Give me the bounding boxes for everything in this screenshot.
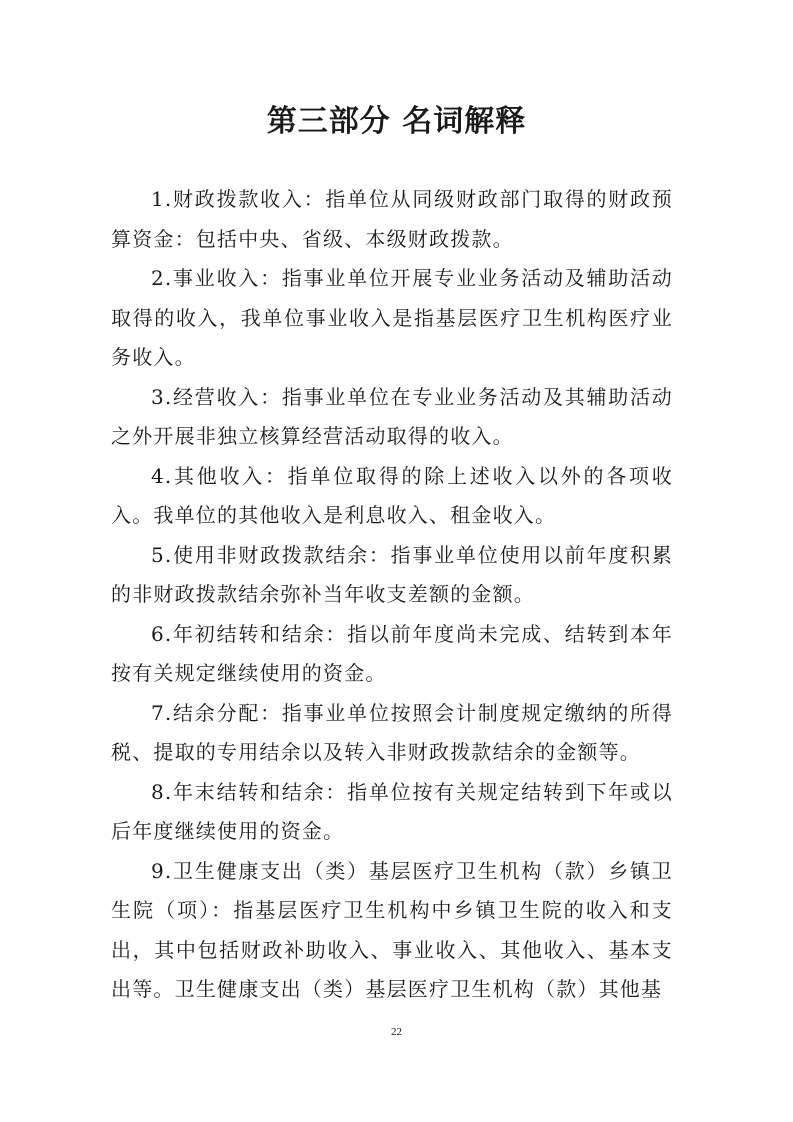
definitions-body <box>111 180 673 1010</box>
definition-paragraph: 7.结余分配：指事业单位按照会计制度规定缴纳的所得税、提取的专用结余以及转入非财政拨款结余的金额等。 <box>111 700 673 764</box>
definition-paragraph: 6.年初结转和结余：指以前年度尚未完成、结转到本年按有关规定继续使用的资金。 <box>111 621 673 685</box>
definition-paragraph: 2.事业收入：指事业单位开展专业业务活动及辅助活动取得的收入，我单位事业收入是指基层医疗卫生机构医疗业务收入。 <box>111 266 673 369</box>
page-number: 22 <box>391 1026 402 1038</box>
definition-paragraph: 5.使用非财政拨款结余：指事业单位使用以前年度积累的非财政拨款结余弥补当年收支差额的金额。 <box>111 542 673 606</box>
definition-paragraph: 1.财政拨款收入：指单位从同级财政部门取得的财政预算资金：包括中央、省级、本级财政拨款。 <box>111 187 673 251</box>
page-title: 第三部分 名词解释 <box>266 104 527 139</box>
definition-paragraph: 9.卫生健康支出（类）基层医疗卫生机构（款）乡镇卫生院（项）：指基层医疗卫生机构中乡镇卫生院的收入和支出，其中包括财政补助收入、事业收入、其他收入、基本支出等。卫生健康支出（类）基层医疗卫生机构（款）其他基 <box>111 858 673 1001</box>
definition-paragraph: 4.其他收入：指单位取得的除上述收入以外的各项收入。我单位的其他收入是利息收入、租金收入。 <box>111 463 673 527</box>
definition-paragraph: 3.经营收入：指事业单位在专业业务活动及其辅助活动之外开展非独立核算经营活动取得的收入。 <box>111 384 673 448</box>
definition-paragraph: 8.年末结转和结余：指单位按有关规定结转到下年或以后年度继续使用的资金。 <box>111 779 673 843</box>
